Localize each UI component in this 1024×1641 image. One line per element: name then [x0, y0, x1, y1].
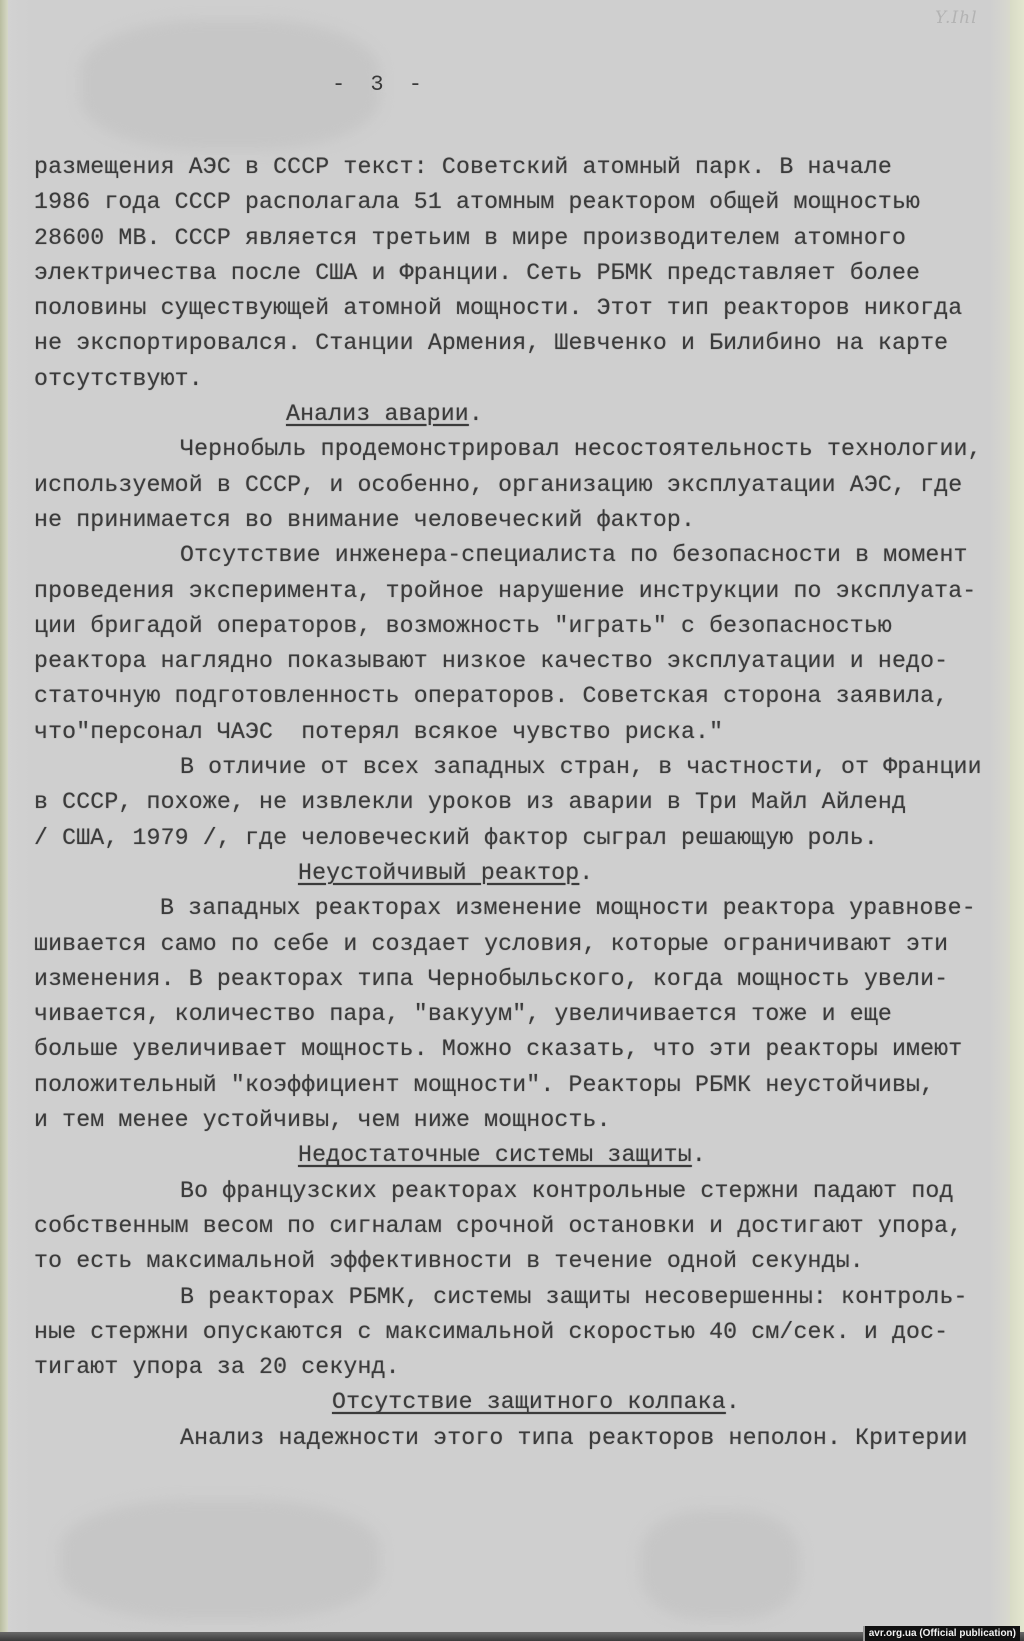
section-heading	[34, 1138, 1014, 1173]
text-line: и тем менее устойчивы, чем ниже мощность.	[34, 1107, 611, 1134]
text-line: используемой в СССР, и особенно, организацию эксплуатации АЭС, где	[34, 471, 963, 498]
text-line: что"персонал ЧАЭС потерял всякое чувство риска."	[34, 718, 724, 745]
text-line: не экспортировался. Станции Армения, Шевченко и Билибино на карте	[34, 330, 949, 357]
text-line: изменения. В реакторах типа Чернобыльского, когда мощность увели-	[34, 965, 949, 992]
section-heading	[34, 1385, 1014, 1420]
paragraph-first-line: Во французских реакторах контрольные стержни падают под	[180, 1177, 954, 1204]
typewritten-text-body	[34, 150, 1014, 1456]
text-line: чивается, количество пара, "вакуум", увеличивается тоже и еще	[34, 1001, 892, 1028]
section-heading-text: Неустойчивый реактор	[298, 859, 580, 886]
scan-smudge	[640, 1510, 800, 1620]
text-line: 28600 МВ. СССР является третьим в мире производителем атомного	[34, 224, 907, 251]
section-heading-period: .	[725, 1389, 740, 1416]
text-line: электричества после США и Франции. Сеть РБМК представляет более	[34, 259, 921, 286]
text-line: собственным весом по сигналам срочной остановки и достигают упора,	[34, 1212, 963, 1239]
text-line: / США, 1979 /, где человеческий фактор сыграл решающую роль.	[34, 824, 878, 851]
text-line: размещения АЭС в СССР текст: Советский атомный парк. В начале	[34, 154, 892, 180]
page-number: - 3 -	[331, 72, 428, 97]
text-line: статочную подготовленность операторов. Советская сторона заявила,	[34, 683, 949, 710]
section-heading-period: .	[579, 859, 594, 886]
text-line: отсутствуют.	[34, 365, 203, 392]
paragraph-first-line: Отсутствие инженера-специалиста по безопасности в момент	[180, 542, 968, 569]
page-left-edge	[0, 0, 8, 1632]
section-heading-text: Анализ аварии	[286, 401, 469, 428]
text-line: ные стержни опускаются с максимальной скоростью 40 см/сек. и дос-	[34, 1318, 949, 1345]
text-line: больше увеличивает мощность. Можно сказать, что эти реакторы имеют	[34, 1036, 963, 1063]
text-line: реактора наглядно показывают низкое качество эксплуатации и недо-	[34, 648, 949, 675]
paragraph-first-line: В западных реакторах изменение мощности реактора уравнове-	[160, 895, 976, 922]
scan-smudge	[60, 1500, 380, 1620]
text-line: в СССР, похоже, не извлекли уроков из аварии в Три Майл Айленд	[34, 789, 907, 816]
text-line: не принимается во внимание человеческий фактор.	[34, 506, 696, 533]
text-line: половины существующей атомной мощности. Этот тип реакторов никогда	[34, 295, 963, 322]
text-line: тигают упора за 20 секунд.	[34, 1354, 400, 1381]
section-heading-text: Отсутствие защитного колпака	[332, 1389, 726, 1416]
handwritten-archive-mark: Y.Ihl	[935, 8, 978, 28]
section-heading-period: .	[468, 401, 483, 428]
paragraph-first-line: В реакторах РБМК, системы защиты несовершенны: контроль-	[180, 1283, 968, 1310]
text-line: то есть максимальной эффективности в течение одной секунды.	[34, 1248, 864, 1275]
paragraph-first-line: В отличие от всех западных стран, в частности, от Франции	[180, 754, 982, 781]
text-line: положительный "коэффициент мощности". Реакторы РБМК неустойчивы,	[34, 1071, 935, 1098]
section-heading	[34, 397, 1014, 432]
section-heading-text: Недостаточные системы защиты	[298, 1142, 692, 1169]
text-line: проведения эксперимента, тройное нарушение инструкции по эксплуата-	[34, 577, 977, 604]
text-line: шивается само по себе и создает условия, которые ограничивают эти	[34, 930, 949, 957]
section-heading	[34, 856, 1014, 891]
text-line: ции бригадой операторов, возможность "играть" с безопасностью	[34, 612, 892, 639]
source-credit: avr.org.ua (Official publication)	[863, 1626, 1020, 1641]
section-heading-period: .	[691, 1142, 706, 1169]
paragraph-first-line: Чернобыль продемонстрировал несостоятельность технологии,	[180, 436, 982, 463]
text-line: 1986 года СССР располагала 51 атомным реактором общей мощностью	[34, 189, 921, 216]
paragraph-first-line: Анализ надежности этого типа реакторов неполон. Критерии	[180, 1424, 968, 1451]
